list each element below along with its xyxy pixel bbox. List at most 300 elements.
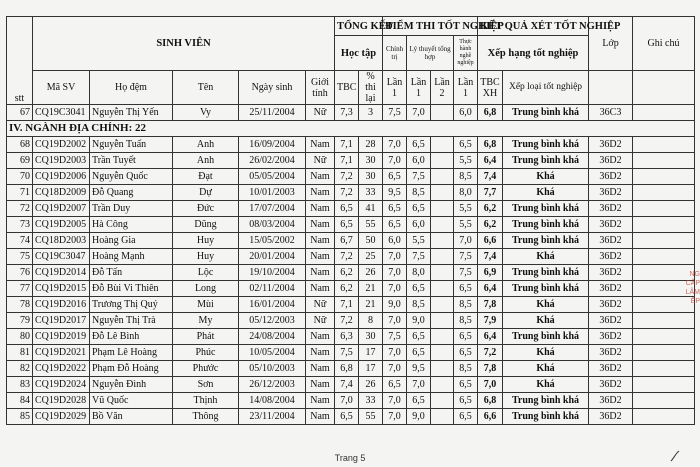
family-name: Trần Tuyết	[90, 153, 173, 169]
table-row	[7, 377, 695, 393]
student-id: CQ19C3047	[33, 249, 90, 265]
retake-percent: 26	[359, 265, 383, 281]
graduation-results-table	[6, 16, 695, 425]
student-id: CQ18D2003	[33, 233, 90, 249]
retake-percent: 30	[359, 169, 383, 185]
row-stt: 70	[7, 169, 33, 185]
family-name: Nguyễn Quốc	[90, 169, 173, 185]
gender: Nam	[306, 217, 335, 233]
row-stt: 85	[7, 409, 33, 425]
theory-score-1: 6,0	[407, 217, 431, 233]
row-stt: 74	[7, 233, 33, 249]
header-gioi-tinh: Giới tính	[306, 71, 335, 105]
given-name: Sơn	[173, 377, 239, 393]
header-sinh-vien: SINH VIÊN	[33, 17, 335, 71]
theory-score-1: 9,5	[407, 361, 431, 377]
class-code: 36D2	[589, 409, 633, 425]
theory-score-2	[431, 281, 454, 297]
retake-percent: 41	[359, 201, 383, 217]
gender: Nam	[306, 409, 335, 425]
theory-score-1: 7,0	[407, 377, 431, 393]
given-name: My	[173, 313, 239, 329]
retake-percent: 55	[359, 217, 383, 233]
gender: Nam	[306, 281, 335, 297]
ranking-grade: Trung bình khá	[503, 217, 589, 233]
given-name: Thông	[173, 409, 239, 425]
retake-percent: 30	[359, 153, 383, 169]
student-id: CQ19D2006	[33, 169, 90, 185]
ranking-gpa: 6,4	[478, 153, 503, 169]
table-row	[7, 185, 695, 201]
politics-score: 9,5	[383, 185, 407, 201]
row-stt: 76	[7, 265, 33, 281]
header-tong-ket: TỔNG KẾT	[335, 17, 383, 36]
given-name: Huy	[173, 233, 239, 249]
family-name: Nguyễn Thị Trà	[90, 313, 173, 329]
practice-score: 6,5	[454, 345, 478, 361]
gpa: 6,5	[335, 201, 359, 217]
given-name: Thịnh	[173, 393, 239, 409]
row-stt: 75	[7, 249, 33, 265]
note	[633, 249, 695, 265]
family-name: Trần Duy	[90, 201, 173, 217]
student-id: CQ19D2003	[33, 153, 90, 169]
family-name: Trương Thị Quý	[90, 297, 173, 313]
theory-score-1: 7,5	[407, 249, 431, 265]
header-ly-thuyet-lan1: Lần 1	[407, 71, 431, 105]
row-stt: 79	[7, 313, 33, 329]
retake-percent: 50	[359, 233, 383, 249]
politics-score: 7,0	[383, 265, 407, 281]
practice-score: 6,5	[454, 393, 478, 409]
table-row	[7, 265, 695, 281]
ranking-grade: Trung bình khá	[503, 153, 589, 169]
theory-score-2	[431, 409, 454, 425]
family-name: Nguyễn Thị Yến	[90, 105, 173, 121]
given-name: Đức	[173, 201, 239, 217]
gender: Nam	[306, 393, 335, 409]
table-row	[7, 361, 695, 377]
practice-score: 6,5	[454, 281, 478, 297]
practice-score: 7,5	[454, 249, 478, 265]
retake-percent: 17	[359, 345, 383, 361]
page-footer: Trang 5	[334, 453, 366, 463]
retake-percent: 21	[359, 281, 383, 297]
birth-date: 26/02/2004	[239, 153, 306, 169]
header-chinh-tri-lan1: Lần 1	[383, 71, 407, 105]
family-name: Đỗ Lê Bình	[90, 329, 173, 345]
family-name: Phạm Đỗ Hoàng	[90, 361, 173, 377]
given-name: Mùi	[173, 297, 239, 313]
practice-score: 7,5	[454, 265, 478, 281]
birth-date: 05/12/2003	[239, 313, 306, 329]
header-hoc-tap: Học tập	[335, 36, 383, 71]
gpa: 7,1	[335, 153, 359, 169]
note	[633, 185, 695, 201]
family-name: Đỗ Quang	[90, 185, 173, 201]
politics-score: 7,0	[383, 281, 407, 297]
gpa: 6,2	[335, 265, 359, 281]
row-stt: 67	[7, 105, 33, 121]
theory-score-2	[431, 201, 454, 217]
header-lop-blank	[589, 71, 633, 105]
header-tbc: TBC	[335, 71, 359, 105]
row-stt: 84	[7, 393, 33, 409]
ranking-grade: Khá	[503, 377, 589, 393]
retake-percent: 55	[359, 409, 383, 425]
retake-percent: 21	[359, 297, 383, 313]
politics-score: 7,0	[383, 345, 407, 361]
theory-score-2	[431, 217, 454, 233]
politics-score: 9,0	[383, 297, 407, 313]
birth-date: 08/03/2004	[239, 217, 306, 233]
row-stt: 71	[7, 185, 33, 201]
gender: Nam	[306, 169, 335, 185]
family-name: Hà Công	[90, 217, 173, 233]
header-ma-sv: Mã SV	[33, 71, 90, 105]
ranking-grade: Trung bình khá	[503, 201, 589, 217]
theory-score-1: 8,5	[407, 185, 431, 201]
table-row	[7, 217, 695, 233]
theory-score-1: 7,0	[407, 105, 431, 121]
student-id: CQ19D2024	[33, 377, 90, 393]
gender: Nữ	[306, 313, 335, 329]
family-name: Bồ Văn	[90, 409, 173, 425]
table-row	[7, 105, 695, 121]
ranking-grade: Khá	[503, 297, 589, 313]
ranking-grade: Trung bình khá	[503, 265, 589, 281]
ranking-grade: Trung bình khá	[503, 137, 589, 153]
ranking-grade: Khá	[503, 185, 589, 201]
birth-date: 24/08/2004	[239, 329, 306, 345]
header-pct-thi-lai: % thi lại	[359, 71, 383, 105]
gender: Nam	[306, 265, 335, 281]
student-id: CQ19D2007	[33, 201, 90, 217]
gpa: 7,4	[335, 377, 359, 393]
gpa: 7,2	[335, 313, 359, 329]
politics-score: 6,5	[383, 217, 407, 233]
student-id: CQ19D2015	[33, 281, 90, 297]
theory-score-1: 8,5	[407, 297, 431, 313]
table-header	[7, 17, 695, 105]
politics-score: 6,5	[383, 377, 407, 393]
ranking-gpa: 6,6	[478, 409, 503, 425]
practice-score: 7,0	[454, 233, 478, 249]
birth-date: 17/07/2004	[239, 201, 306, 217]
theory-score-1: 9,0	[407, 313, 431, 329]
family-name: Phạm Lê Hoàng	[90, 345, 173, 361]
politics-score: 7,0	[383, 361, 407, 377]
theory-score-2	[431, 329, 454, 345]
student-id: CQ19D2014	[33, 265, 90, 281]
birth-date: 02/11/2004	[239, 281, 306, 297]
gpa: 6,5	[335, 409, 359, 425]
table-row	[7, 201, 695, 217]
given-name: Phước	[173, 361, 239, 377]
theory-score-2	[431, 393, 454, 409]
family-name: Hoàng Mạnh	[90, 249, 173, 265]
theory-score-1: 9,0	[407, 409, 431, 425]
ranking-gpa: 6,4	[478, 329, 503, 345]
class-code: 36D2	[589, 297, 633, 313]
class-code: 36D2	[589, 265, 633, 281]
class-code: 36D2	[589, 217, 633, 233]
row-stt: 83	[7, 377, 33, 393]
table-body	[7, 105, 695, 425]
header-ly-thuyet: Lý thuyết tổng hợp	[407, 36, 454, 71]
theory-score-2	[431, 169, 454, 185]
theory-score-2	[431, 361, 454, 377]
birth-date: 14/08/2004	[239, 393, 306, 409]
family-name: Đỗ Bùi Vi Thiên	[90, 281, 173, 297]
gpa: 7,1	[335, 297, 359, 313]
class-code: 36D2	[589, 249, 633, 265]
given-name: Vy	[173, 105, 239, 121]
politics-score: 6,5	[383, 169, 407, 185]
practice-score: 6,0	[454, 105, 478, 121]
ranking-gpa: 7,4	[478, 169, 503, 185]
row-stt: 78	[7, 297, 33, 313]
theory-score-2	[431, 137, 454, 153]
note	[633, 201, 695, 217]
gpa: 6,3	[335, 329, 359, 345]
ranking-gpa: 6,9	[478, 265, 503, 281]
retake-percent: 30	[359, 329, 383, 345]
note	[633, 169, 695, 185]
politics-score: 7,0	[383, 409, 407, 425]
ranking-grade: Trung bình khá	[503, 409, 589, 425]
theory-score-1: 6,5	[407, 137, 431, 153]
table-row	[7, 297, 695, 313]
given-name: Phúc	[173, 345, 239, 361]
table-row	[7, 393, 695, 409]
row-stt: 82	[7, 361, 33, 377]
practice-score: 5,5	[454, 153, 478, 169]
theory-score-2	[431, 297, 454, 313]
row-stt: 81	[7, 345, 33, 361]
theory-score-2	[431, 249, 454, 265]
theory-score-2	[431, 377, 454, 393]
practice-score: 8,0	[454, 185, 478, 201]
theory-score-1: 6,5	[407, 393, 431, 409]
practice-score: 6,5	[454, 409, 478, 425]
row-stt: 72	[7, 201, 33, 217]
header-ly-thuyet-lan2: Lần 2	[431, 71, 454, 105]
practice-score: 5,5	[454, 201, 478, 217]
birth-date: 25/11/2004	[239, 105, 306, 121]
section-row	[7, 121, 695, 137]
theory-score-1: 6,5	[407, 201, 431, 217]
ranking-grade: Khá	[503, 345, 589, 361]
theory-score-1: 6,5	[407, 329, 431, 345]
gpa: 7,1	[335, 137, 359, 153]
student-id: CQ19D2021	[33, 345, 90, 361]
note	[633, 361, 695, 377]
gpa: 6,5	[335, 217, 359, 233]
class-code: 36D2	[589, 233, 633, 249]
politics-score: 7,5	[383, 329, 407, 345]
ranking-gpa: 7,2	[478, 345, 503, 361]
header-ten: Tên	[173, 71, 239, 105]
student-id: CQ19D2028	[33, 393, 90, 409]
table-row	[7, 345, 695, 361]
class-code: 36D2	[589, 201, 633, 217]
header-lop: Lớp	[589, 17, 633, 71]
family-name: Nguyễn Tuấn	[90, 137, 173, 153]
class-code: 36D2	[589, 137, 633, 153]
retake-percent: 25	[359, 249, 383, 265]
row-stt: 80	[7, 329, 33, 345]
retake-percent: 3	[359, 105, 383, 121]
gpa: 7,2	[335, 169, 359, 185]
table-row	[7, 329, 695, 345]
ranking-gpa: 6,8	[478, 393, 503, 409]
practice-score: 6,5	[454, 329, 478, 345]
given-name: Dự	[173, 185, 239, 201]
politics-score: 6,0	[383, 233, 407, 249]
theory-score-2	[431, 265, 454, 281]
ranking-grade: Trung bình khá	[503, 233, 589, 249]
politics-score: 7,0	[383, 313, 407, 329]
theory-score-1: 6,0	[407, 153, 431, 169]
ranking-grade: Trung bình khá	[503, 281, 589, 297]
theory-score-2	[431, 185, 454, 201]
ranking-gpa: 6,2	[478, 217, 503, 233]
practice-score: 5,5	[454, 217, 478, 233]
given-name: Long	[173, 281, 239, 297]
table-row	[7, 313, 695, 329]
ranking-grade: Khá	[503, 249, 589, 265]
theory-score-1: 6,5	[407, 345, 431, 361]
ranking-grade: Trung bình khá	[503, 105, 589, 121]
gender: Nam	[306, 201, 335, 217]
header-xep-hang: Xếp hạng tốt nghiệp	[478, 36, 589, 71]
gpa: 6,8	[335, 361, 359, 377]
birth-date: 15/05/2002	[239, 233, 306, 249]
note	[633, 137, 695, 153]
politics-score: 7,0	[383, 137, 407, 153]
politics-score: 7,0	[383, 249, 407, 265]
practice-score: 6,5	[454, 137, 478, 153]
birth-date: 10/01/2003	[239, 185, 306, 201]
class-code: 36D2	[589, 361, 633, 377]
ranking-gpa: 6,8	[478, 105, 503, 121]
table-row	[7, 249, 695, 265]
retake-percent: 26	[359, 377, 383, 393]
student-id: CQ18D2009	[33, 185, 90, 201]
ranking-gpa: 6,4	[478, 281, 503, 297]
class-code: 36D2	[589, 377, 633, 393]
given-name: Huy	[173, 249, 239, 265]
note	[633, 153, 695, 169]
note	[633, 105, 695, 121]
birth-date: 23/11/2004	[239, 409, 306, 425]
row-stt: 77	[7, 281, 33, 297]
practice-score: 8,5	[454, 313, 478, 329]
birth-date: 10/05/2004	[239, 345, 306, 361]
politics-score: 7,5	[383, 105, 407, 121]
ranking-grade: Trung bình khá	[503, 393, 589, 409]
student-id: CQ19D2002	[33, 137, 90, 153]
birth-date: 16/01/2004	[239, 297, 306, 313]
birth-date: 05/05/2004	[239, 169, 306, 185]
gpa: 7,5	[335, 345, 359, 361]
gender: Nữ	[306, 105, 335, 121]
ranking-grade: Trung bình khá	[503, 329, 589, 345]
ranking-gpa: 7,8	[478, 297, 503, 313]
gender: Nam	[306, 329, 335, 345]
header-diem-thi: ĐIỂM THI TỐT NGHIỆP	[383, 17, 478, 36]
gpa: 6,7	[335, 233, 359, 249]
ranking-gpa: 6,6	[478, 233, 503, 249]
ranking-grade: Khá	[503, 313, 589, 329]
birth-date: 05/10/2003	[239, 361, 306, 377]
theory-score-1: 6,5	[407, 281, 431, 297]
birth-date: 20/01/2004	[239, 249, 306, 265]
header-xep-loai: Xếp loại tốt nghiệp	[503, 71, 589, 105]
class-code: 36D2	[589, 313, 633, 329]
gender: Nam	[306, 249, 335, 265]
politics-score: 7,0	[383, 153, 407, 169]
theory-score-2	[431, 313, 454, 329]
gender: Nam	[306, 137, 335, 153]
retake-percent: 33	[359, 393, 383, 409]
given-name: Dũng	[173, 217, 239, 233]
gender: Nữ	[306, 153, 335, 169]
note	[633, 409, 695, 425]
table-row	[7, 409, 695, 425]
class-code: 36D2	[589, 153, 633, 169]
gender: Nam	[306, 361, 335, 377]
practice-score: 8,5	[454, 169, 478, 185]
gpa: 7,2	[335, 185, 359, 201]
table-row	[7, 281, 695, 297]
student-id: CQ19D2005	[33, 217, 90, 233]
practice-score: 8,5	[454, 297, 478, 313]
header-stt: stt	[7, 17, 33, 105]
student-id: CQ19D2022	[33, 361, 90, 377]
gpa: 7,2	[335, 249, 359, 265]
gender: Nữ	[306, 297, 335, 313]
student-id: CQ19C3041	[33, 105, 90, 121]
gender: Nam	[306, 377, 335, 393]
row-stt: 73	[7, 217, 33, 233]
given-name: Đạt	[173, 169, 239, 185]
section-title: IV. NGÀNH ĐỊA CHÍNH: 22	[7, 121, 695, 137]
ranking-grade: Khá	[503, 169, 589, 185]
gender: Nam	[306, 345, 335, 361]
theory-score-1: 7,5	[407, 169, 431, 185]
theory-score-2	[431, 105, 454, 121]
note	[633, 377, 695, 393]
ranking-gpa: 6,2	[478, 201, 503, 217]
row-stt: 69	[7, 153, 33, 169]
practice-score: 8,5	[454, 361, 478, 377]
table-row	[7, 137, 695, 153]
retake-percent: 17	[359, 361, 383, 377]
theory-score-2	[431, 345, 454, 361]
class-code: 36D2	[589, 185, 633, 201]
table-row	[7, 233, 695, 249]
header-thuc-hanh-lan1: Lần 1	[454, 71, 478, 105]
theory-score-2	[431, 233, 454, 249]
class-code: 36D2	[589, 281, 633, 297]
theory-score-1: 8,0	[407, 265, 431, 281]
class-code: 36D2	[589, 393, 633, 409]
student-id: CQ19D2029	[33, 409, 90, 425]
gpa: 7,3	[335, 105, 359, 121]
birth-date: 19/10/2004	[239, 265, 306, 281]
